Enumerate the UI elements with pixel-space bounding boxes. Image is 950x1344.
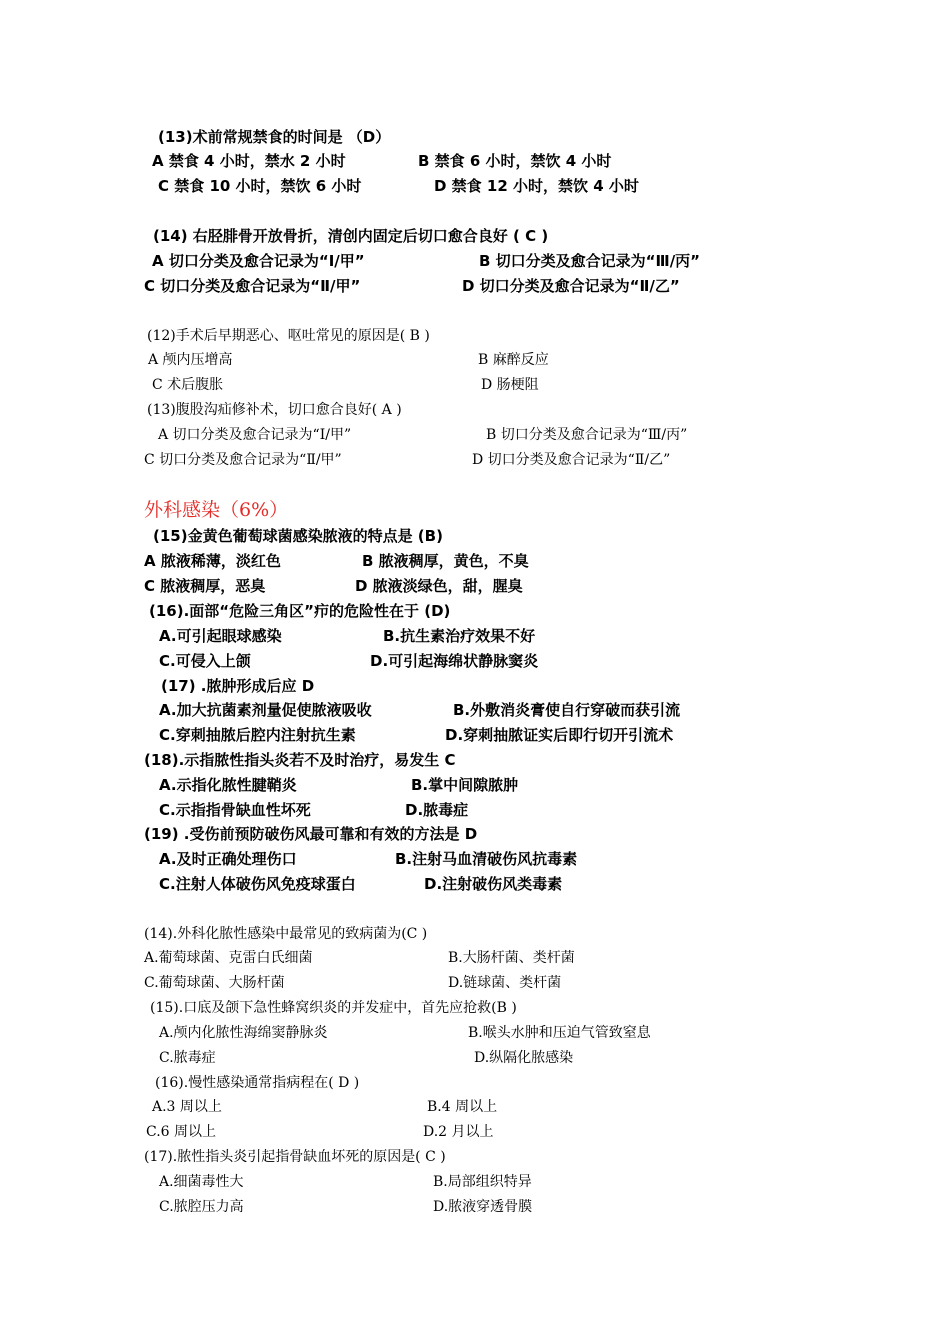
section-heading: 外科感染（6%）: [144, 499, 289, 521]
text-line: A 脓液稀薄，淡红色: [144, 552, 281, 570]
text-line: D 禁食 12 小时，禁饮 4 小时: [434, 177, 639, 195]
text-line: A 颅内压增高: [148, 352, 233, 368]
text-line: (17) .脓肿形成后应 D: [161, 677, 315, 695]
text-line: D.2 月以上: [423, 1124, 494, 1140]
text-line: B.局部组织特异: [433, 1174, 532, 1190]
text-line: B.4 周以上: [427, 1099, 498, 1115]
text-line: B.抗生素治疗效果不好: [383, 627, 536, 645]
text-line: A.加大抗菌素剂量促使脓液吸收: [159, 701, 372, 719]
text-line: A.3 周以上: [152, 1099, 222, 1115]
text-line: B 麻醉反应: [478, 352, 549, 368]
text-line: B 禁食 6 小时，禁饮 4 小时: [418, 152, 612, 170]
text-line: B 切口分类及愈合记录为“Ⅲ/丙”: [486, 427, 688, 443]
text-line: C.可侵入上颌: [159, 652, 251, 670]
text-line: C.注射人体破伤风免疫球蛋白: [159, 875, 356, 893]
text-line: (17).脓性指头炎引起指骨缺血坏死的原因是( C ): [144, 1149, 446, 1165]
text-line: A 切口分类及愈合记录为“Ⅰ/甲”: [158, 427, 352, 443]
text-line: B.注射马血清破伤风抗毒素: [395, 850, 578, 868]
text-line: D 切口分类及愈合记录为“Ⅱ/乙”: [462, 277, 680, 295]
text-line: C 禁食 10 小时，禁饮 6 小时: [158, 177, 362, 195]
text-line: A.示指化脓性腱鞘炎: [159, 776, 297, 794]
text-line: C.示指指骨缺血性坏死: [159, 801, 311, 819]
text-line: (15).口底及颌下急性蜂窝织炎的并发症中，首先应抢救(B ): [150, 1000, 517, 1016]
text-line: C.6 周以上: [146, 1124, 217, 1140]
text-line: (15)金黄色葡萄球菌感染脓液的特点是 (B): [153, 527, 443, 545]
text-line: C 术后腹胀: [152, 377, 224, 393]
text-line: D.注射破伤风类毒素: [424, 875, 563, 893]
text-line: D 脓液淡绿色，甜，腥臭: [355, 577, 523, 595]
text-line: C.脓毒症: [159, 1050, 216, 1066]
text-line: D 切口分类及愈合记录为“Ⅱ/乙”: [472, 452, 671, 468]
text-line: D.链球菌、类杆菌: [448, 975, 562, 991]
text-line: C 脓液稠厚，恶臭: [144, 577, 266, 595]
text-line: A.可引起眼球感染: [159, 627, 282, 645]
text-line: B.喉头水肿和压迫气管致窒息: [468, 1025, 651, 1041]
text-line: D.脓液穿透骨膜: [433, 1199, 533, 1215]
text-line: D.脓毒症: [405, 801, 469, 819]
text-line: A.葡萄球菌、克雷白氏细菌: [144, 950, 313, 966]
text-line: B.大肠杆菌、类杆菌: [448, 950, 575, 966]
text-line: C 切口分类及愈合记录为“Ⅱ/甲”: [144, 452, 342, 468]
text-line: B 切口分类及愈合记录为“Ⅲ/丙”: [479, 252, 701, 270]
text-line: A.及时正确处理伤口: [159, 850, 297, 868]
text-line: D.可引起海绵状静脉窦炎: [370, 652, 539, 670]
text-line: B 脓液稠厚，黄色，不臭: [362, 552, 529, 570]
text-line: A 切口分类及愈合记录为“Ⅰ/甲”: [152, 252, 365, 270]
text-line: (18).示指脓性指头炎若不及时治疗，易发生 C: [144, 751, 456, 769]
text-line: D.穿刺抽脓证实后即行切开引流术: [445, 726, 674, 744]
text-line: D 肠梗阻: [481, 377, 539, 393]
text-line: A 禁食 4 小时，禁水 2 小时: [152, 152, 346, 170]
text-line: C.葡萄球菌、大肠杆菌: [144, 975, 285, 991]
text-line: C 切口分类及愈合记录为“Ⅱ/甲”: [144, 277, 361, 295]
text-line: (14) 右胫腓骨开放骨折，清创内固定后切口愈合良好 ( C ): [153, 227, 549, 245]
text-line: (13)腹股沟疝修补术，切口愈合良好( A ): [147, 402, 402, 418]
text-line: A.颅内化脓性海绵窦静脉炎: [159, 1025, 328, 1041]
text-line: D.纵隔化脓感染: [474, 1050, 574, 1066]
text-line: (14).外科化脓性感染中最常见的致病菌为(C ): [144, 926, 428, 942]
text-line: B.外敷消炎膏使自行穿破而获引流: [453, 701, 681, 719]
text-line: (16).慢性感染通常指病程在( D ): [155, 1075, 360, 1091]
text-line: (12)手术后早期恶心、呕吐常见的原因是( B ): [147, 328, 430, 344]
text-line: A.细菌毒性大: [159, 1174, 244, 1190]
text-line: C.穿刺抽脓后腔内注射抗生素: [159, 726, 356, 744]
text-line: B.掌中间隙脓肿: [411, 776, 519, 794]
text-line: (16).面部“危险三角区”疖的危险性在于 (D): [149, 602, 451, 620]
text-line: (13)术前常规禁食的时间是 （D）: [158, 128, 391, 146]
text-line: (19) .受伤前预防破伤风最可靠和有效的方法是 D: [144, 825, 478, 843]
text-line: C.脓腔压力高: [159, 1199, 244, 1215]
